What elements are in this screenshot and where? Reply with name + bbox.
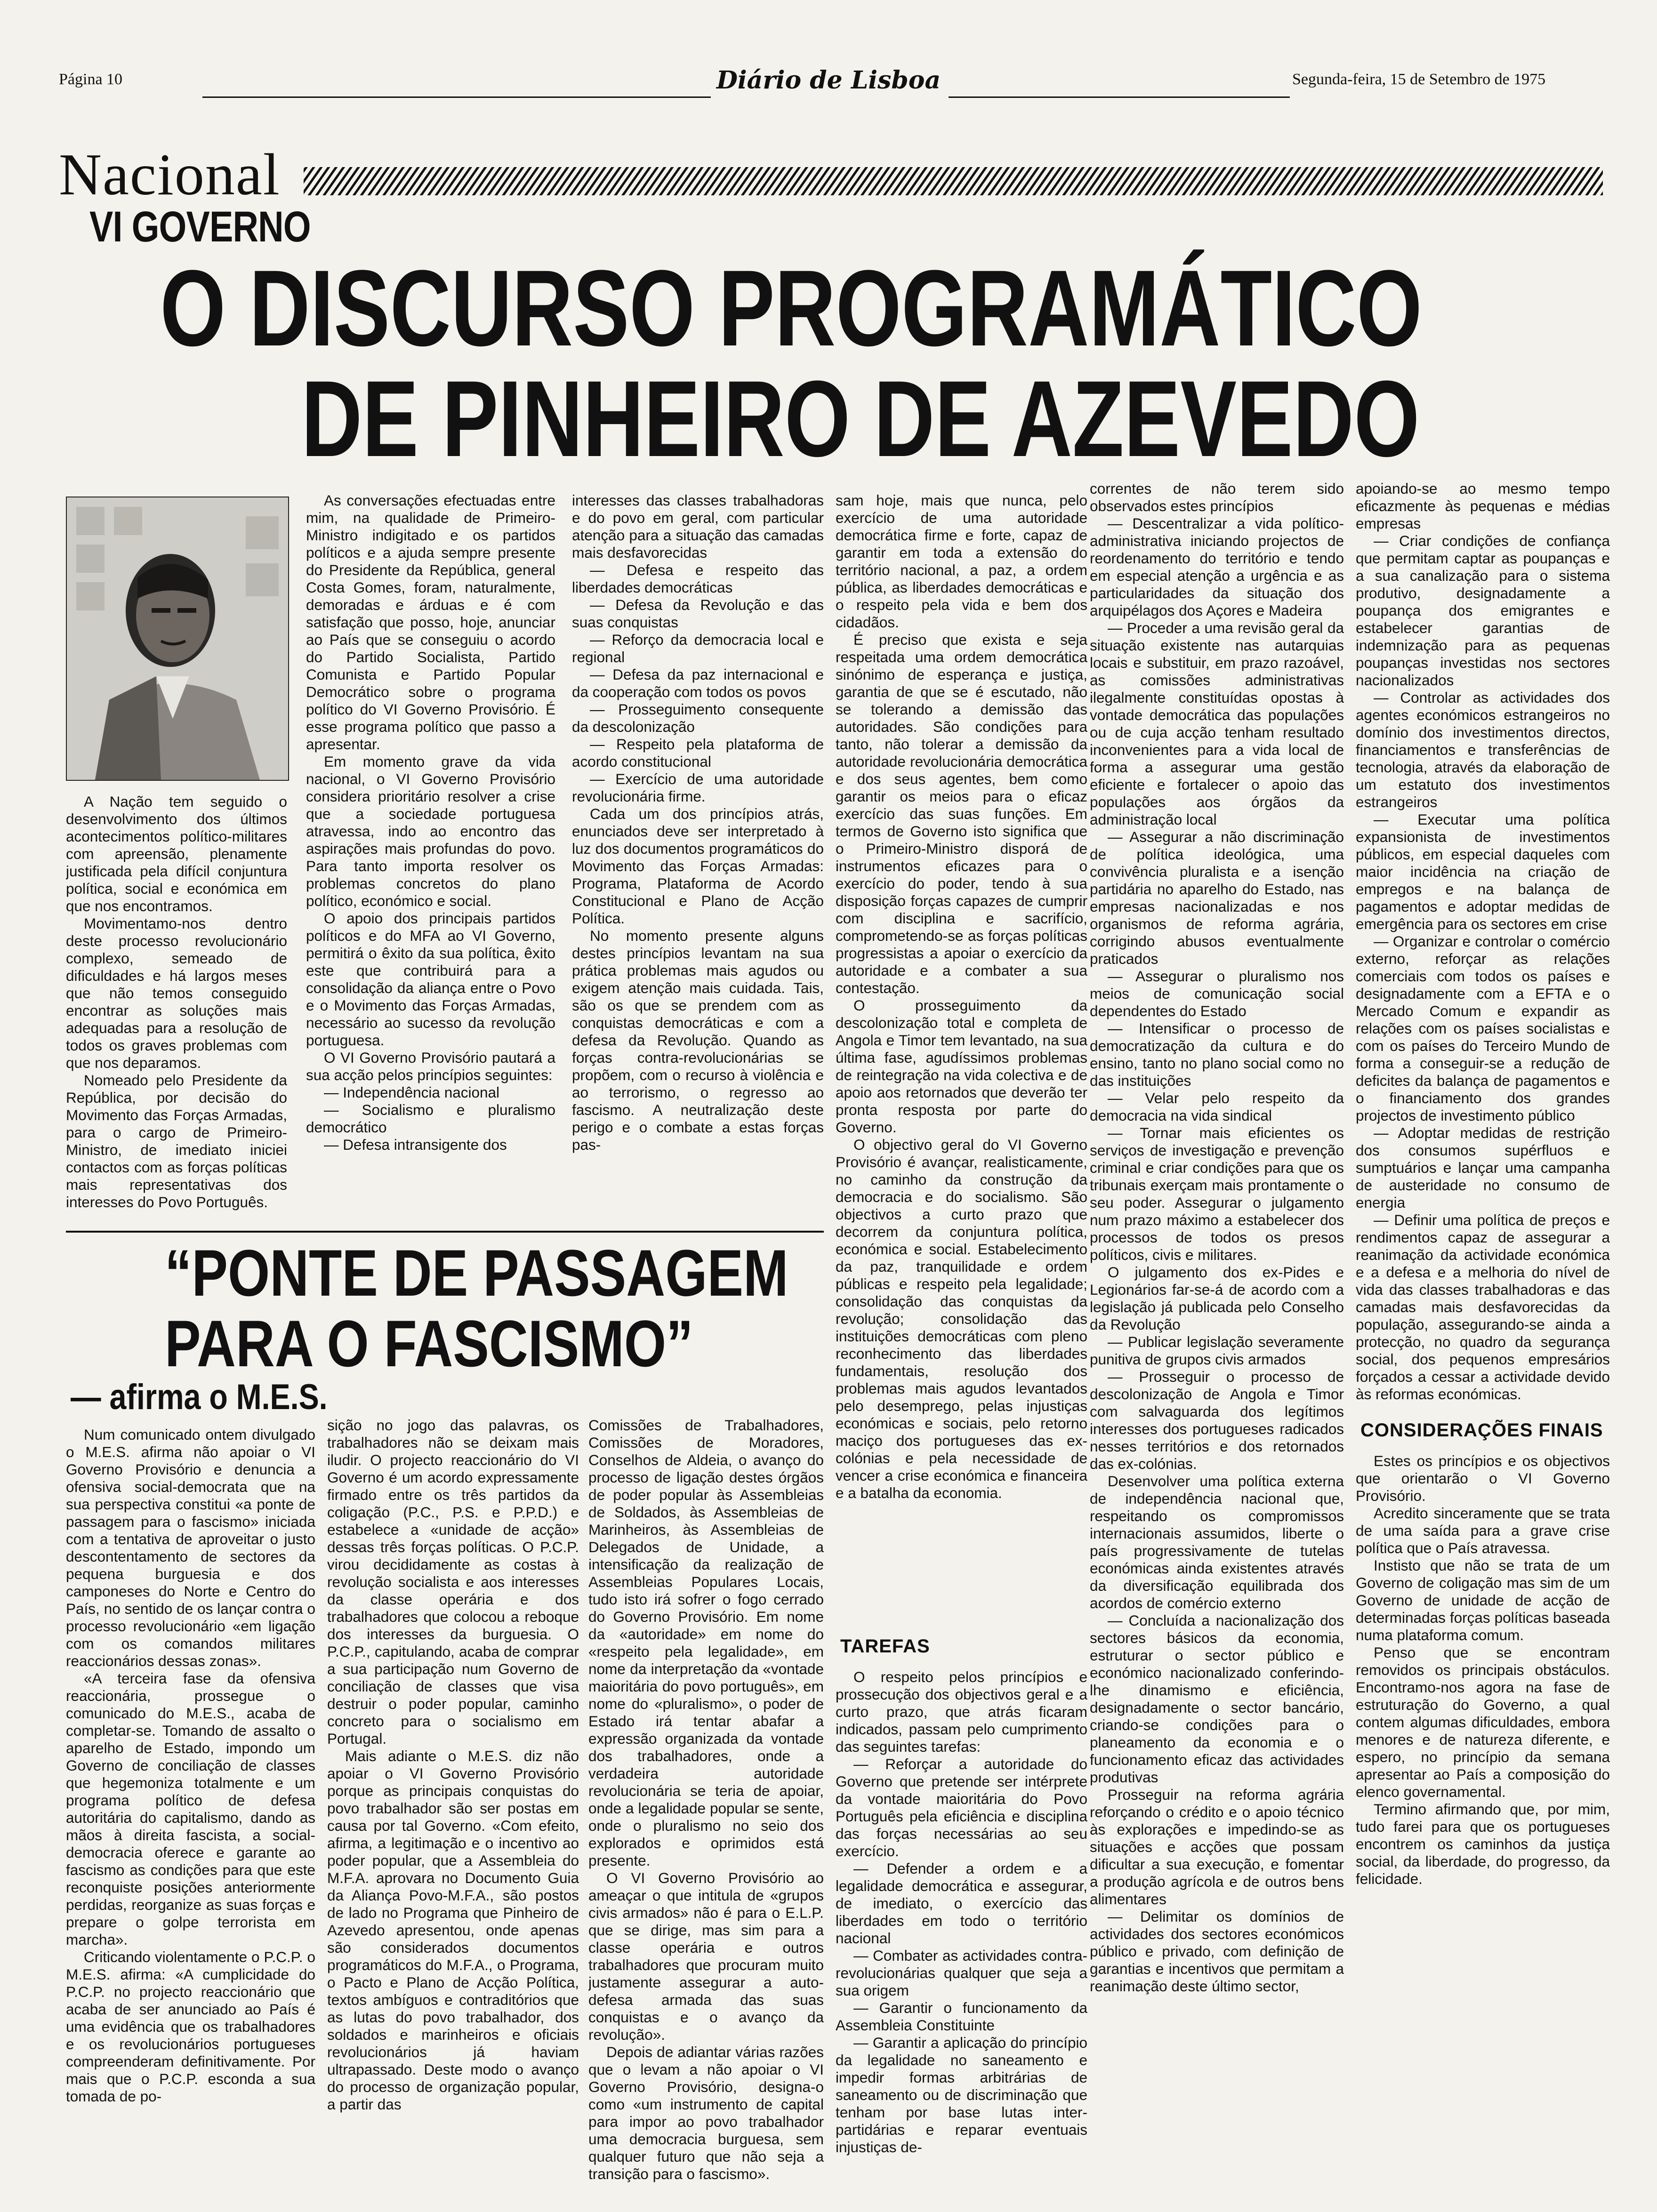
paragraph: As conversações efectuadas entre mim, na qualidade de Primeiro-Ministro indigitado e os partidos políticos e a ajuda sempre presente do Presidente da República, general Costa Gomes, foram, naturalmente, demoradas e árduas e é com satisfação que posso, hoje, anunciar ao País que se conseguiu o acordo do Partido Socialista, Partido Comunista e Partido Popular Democrático sobre o programa político do VI Governo Provisório. É esse programa político que passo a apresentar. [306,492,555,753]
header-rule-right [949,96,1290,98]
paragraph: No momento presente alguns destes princípios levantam na sua prática problemas mais agudos ou exigem atenção mais cuidada. Tais, são os que se prendem com as conquistas democráticas e com a defesa da Revolução. Quando as forças contra-revolucionárias se propõem, com o recurso à violência e ao terrorismo, o regresso ao fascismo. A neutralização deste perigo e o combate a estas forças pas- [572,927,824,1153]
article1-col3 [572,492,824,1221]
section-hatch-bar [304,167,1603,195]
portrait-image [67,497,288,780]
issue-date: Segunda-feira, 15 de Setembro de 1975 [1292,71,1546,88]
article2-col2 [327,1417,579,2198]
paragraph: sam hoje, mais que nunca, pelo exercício de uma autoridade democrática firme e forte, capaz de garantir em toda a extensão do território nacional, a paz, a ordem pública, as liberdades democráticas e o respeito pela vida e bem dos cidadãos. [836,492,1087,631]
paragraph: Criticando violentamente o P.C.P. o M.E.S. afirma: «A cumplicidade do P.C.P. no projecto reaccionário que acaba de ser anunciado ao País é uma evidência que os trabalhadores e os revolucionários portugueses compreenderam definitivamente. Por mais que o P.C.P. esconda a sua tomada de po- [66,1948,315,2105]
paragraph: sição no jogo das palavras, os trabalhadores não se deixam mais iludir. O projecto reaccionário do VI Governo é um acordo expressamente firmado entre os três partidos da coligação (P.C., P.S. e P.P.D.) e estabelece a «unidade de acção» dessas três forças políticas. O P.C.P. virou decididamente as costas à revolução socialista e aos interesses da classe operária e dos trabalhadores que colocou a reboque dos interesses da burguesia. O P.C.P., capitulando, acaba de comprar a sua participação num Governo de conciliação de classes que visa destruir o poder popular, caminho concreto para o socialismo em Portugal. [327,1417,579,1747]
paragraph: Nomeado pelo Presidente da República, por decisão do Movimento das Forças Armadas, para o cargo de Primeiro-Ministro, de imediato iniciei contactos com as forças políticas mais representativas dos interesses do Povo Português. [66,1072,287,1210]
list-item: — Organizar e controlar o comércio externo, reforçar as relações comerciais com todos os países e designadamente com a EFTA e o Mercado Comum e expandir as relações com os países socialistas e com os países do Terceiro Mundo de forma a conseguir-se a redução de deficites da balança de pagamentos e o financiamento dos grandes projectos de investimento público [1356,933,1610,1124]
list-item: — Prosseguir o processo de descolonização de Angola e Timor com salvaguarda dos legítimos interesses dos portugueses radicados nesses territórios e dos retornados das ex-colónias. [1090,1368,1344,1472]
article1-col6 [1356,480,1610,2198]
list-item: — Defesa intransigente dos [324,1136,507,1153]
article1-col4-tarefas [836,1619,1087,2198]
paragraph: Movimentamo-nos dentro deste processo revolucionário complexo, semeado de dificuldades e há largos meses que não temos conseguido encontrar as soluções mais adequadas para a resolução de todos os graves problemas com que nos deparamos. [66,915,287,1071]
list-item: — Criar condições de confiança que permitam captar as poupanças e a sua canalização para o sistema produtivo, designadamente a poupança dos emigrantes e estabelecer garantias de indemnização para as pequenas poupanças investidas nos sectores nacionalizados [1356,532,1610,689]
list-item: — Defender a ordem e a legalidade democrática e assegurar, de imediato, o exercício das liberdades em todo o território nacional [836,1860,1087,1947]
list-item: — Adoptar medidas de restrição dos consumos supérfluos e sumptuários e lançar uma campanha de austeridade no consumo de energia [1356,1124,1610,1211]
paragraph: Depois de adiantar várias razões que o levam a não apoiar o VI Governo Provisório, designa-o como «um instrumento de capital para impor ao povo trabalhador uma democracia burguesa, sem qualquer futuro que não seja a transição para o fascismo». [588,2044,824,2182]
paragraph: Estes os princípios e os objectivos que orientarão o VI Governo Provisório. [1356,1452,1610,1504]
masthead: Diário de Lisboa [716,66,941,95]
paragraph: Num comunicado ontem divulgado o M.E.S. afirma não apoiar o VI Governo Provisório e denuncia a ofensiva social-democrata que na sua perspectiva constitui «a ponte de passagem para o fascismo» iniciada com a tentativa de aproveitar o justo descontentamento de sectores da pequena burguesia e dos camponeses do Norte e Centro do País, no sentido de os lançar contra o processo revolucionário «em ligação com os comandos militares reaccionários dessas zonas». [66,1426,315,1669]
paragraph: Prosseguir na reforma agrária reforçando o crédito e o apoio técnico às explorações e impedindo-se as situações e acções que possam dificultar a sua execução, e fomentar a produção agrícola e de outros bens alimentares [1090,1786,1344,1907]
article1-col2 [306,492,555,1221]
paragraph: O VI Governo Provisório pautará a sua acção pelos princípios seguintes: [306,1049,555,1083]
paragraph: A Nação tem seguido o desenvolvimento dos últimos acontecimentos político-militares com apreensão, plenamente justificada pela difícil conjuntura política, social e económica em que nos encontramos. [66,793,287,914]
list-item: — Velar pelo respeito da democracia na vida sindical [1090,1090,1344,1124]
paragraph: Termino afirmando que, por mim, tudo farei para que os portugueses encontrem os caminhos da justiça social, da liberdade, do progresso, da felicidade. [1356,1801,1610,1887]
paragraph: O prosseguimento da descolonização total e completa de Angola e Timor tem levantado, na sua última fase, agudíssimos problemas de reintegração na vida colectiva e de apoio aos retornados que deverão ter pronta resposta por parte do Governo. [836,997,1087,1136]
main-headline-line1: O DISCURSO PROGRAMÁTICO [160,248,1423,369]
paragraph: Mais adiante o M.E.S. diz não apoiar o VI Governo Provisório porque as principais conquistas do povo trabalhador são ser postas em causa por tal Governo. «Com efeito, afirma, a legitimação e o incentivo ao poder popular, que a Assembleia do M.F.A. aprovara no Documento Guia da Aliança Povo-M.F.A., são postos de lado no Programa que Pinheiro de Azevedo apresentou, onde apenas são considerados documentos programáticos do M.F.A., o Programa, o Pacto e Plano de Acção Política, textos ambíguos e contraditórios que as lutas do povo trabalhador, dos soldados e marinheiros e oficiais revolucionários já haviam ultrapassado. Deste modo o avanço do processo de organização popular, a partir das [327,1747,579,2113]
article2-byline: — afirma o M.E.S. [71,1377,328,1417]
paragraph: interesses das classes trabalhadoras e do povo em geral, com particular atenção para a situação das camadas mais desfavorecidas [572,492,824,561]
paragraph: O apoio dos principais partidos políticos e do MFA ao VI Governo, permitirá o êxito da sua política, êxito este que contribuirá para a consolidação da aliança entre o Povo e o Movimento das Forças Armadas, necessário ao sucesso da revolução portuguesa. [306,910,555,1049]
consideracoes-heading: CONSIDERAÇÕES FINAIS [1360,1420,1603,1441]
article2-col3 [588,1417,824,2198]
list-item: — Assegurar o pluralismo nos meios de comunicação social dependentes do Estado [1090,968,1344,1019]
paragraph: É preciso que exista e seja respeitada uma ordem democrática sinónimo de esperança e justiça, garantia de que se é escutado, não se tolerando a demissão das autoridades. São condições para tanto, não tolerar a demissão da autoridade revolucionária democrática e dos seus agentes, bem como garantir os meios para o eficaz exercício das suas funções. Em termos de Governo isto significa que o Primeiro-Ministro disporá de instrumentos eficazes para o exercício do poder, tendo à sua disposição forças capazes de cumprir com disciplina e sacrifício, comprometendo-se as forças políticas progressistas a apoiar o exercício da autoridade e a combater a sua contestação. [836,631,1087,996]
list-item: — Publicar legislação severamente punitiva de grupos civis armados [1090,1333,1344,1368]
list-item: — Intensificar o processo de democratização da cultura e do ensino, tanto no plano social como no das instituições [1090,1020,1344,1089]
list-item: — Reforço da democracia local e regional [572,631,824,665]
paragraph: O VI Governo Provisório ao ameaçar o que intitula de «grupos civis armados» não é para o E.L.P. que se dirige, mas sim para a classe operária e outros trabalhadores que procuram muito justamente assegurar a auto-defesa armada das suas conquistas e o avanço da revolução». [588,1869,824,2043]
article2-top-rule [66,1231,824,1233]
main-headline-line2: DE PINHEIRO DE AZEVEDO [301,358,1420,479]
article2-headline-line1: “PONTE DE PASSAGEM [165,1236,788,1310]
list-item: — Independência nacional [324,1084,500,1101]
header-rule-left [202,96,711,98]
list-item: — Reforçar a autoridade do Governo que pretende ser intérprete da vontade maioritária do Povo Português pela eficiência e disciplina das forças necessárias ao seu exercício. [836,1755,1087,1859]
article1-col5 [1090,480,1344,2198]
paragraph: Penso que se encontram removidos os principais obstáculos. Encontramo-nos agora na fase de estruturação do Governo, a qual contem algumas dificuldades, embora menores e de natureza diferente, e espero, no princípio da semana apresentar ao País a composição do elenco governamental. [1356,1644,1610,1800]
list-item: — Garantir a aplicação do princípio da legalidade no saneamento e impedir formas arbitrárias de saneamento ou de discriminação que tenham por base lutas inter-partidárias e reparar eventuais injustiças de- [836,2034,1087,2156]
paragraph: O julgamento dos ex-Pides e Legionários far-se-á de acordo com a legislação já publicada pelo Conselho da Revolução [1090,1264,1344,1333]
list-item: — Delimitar os domínios de actividades dos sectores económicos público e privado, com definição de garantias e incentivos que permitam a reanimação deste último sector, [1090,1908,1344,1995]
list-item: — Prosseguimento consequente da descolonização [572,701,824,735]
list-item: — Definir uma política de preços e rendimentos capaz de assegurar a reanimação da actividade económica e a defesa e a melhoria do nível de vida das classes trabalhadoras e das camadas mais desfavorecidas da população, assegurando-se ainda a protecção, no quadro da segurança social, dos pequenos empresários forçados a cessar a actividade devido às reformas económicas. [1356,1211,1610,1403]
article1-col4-upper [836,492,1087,1539]
article1-col1 [66,793,287,1221]
list-item: — Proceder a uma revisão geral da situação existente nas autarquias locais e substituir, em prazo razoável, as comissões administrativas ilegalmente constituídas opostas à vontade democrática das populações ou de cuja acção tenham resultado inconvenientes para a vida local de forma a assegurar uma gestão eficiente e fortalecer o apoio das populações aos órgãos da administração local [1090,619,1344,828]
tarefas-heading: TAREFAS [840,1636,930,1657]
list-item: — Concluída a nacionalização dos sectores básicos da economia, estruturar o sector público e económico nacionalizado conferindo-lhe dinamismo e eficiência, designadamente o sector bancário, criando-se condições para o planeamento da economia e o funcionamento eficaz das actividades produtivas [1090,1612,1344,1786]
article2-col1 [66,1426,315,2198]
list-item: — Combater as actividades contra-revolucionárias qualquer que seja a sua origem [836,1947,1087,1999]
paragraph: Instisto que não se trata de um Governo de coligação mas sim de um Governo de unidade de acção de determinadas forças políticas baseada numa plataforma comum. [1356,1557,1610,1643]
paragraph: «A terceira fase da ofensiva reaccionária, prossegue o comunicado do M.E.S., acaba de completar-se. Tomando de assalto o aparelho de Estado, impondo um Governo de conciliação de classes que hegemoniza totalmente e um programa político de defesa autoritária do capitalismo, dando as mãos à direita fascista, a social-democracia oferece e garante ao fascismo as condições para que este reconquiste posições anteriormente perdidas, reorganize as suas forças e prepare o golpe terrorista em marcha». [66,1670,315,1948]
list-item: — Garantir o funcionamento da Assembleia Constituinte [836,1999,1087,2034]
portrait-photo [66,497,289,781]
list-item: — Controlar as actividades dos agentes económicos estrangeiros no domínio dos investimentos directos, financiamentos e transferências de tecnologia, através da elaboração de um estatuto dos investimentos estrangeiros [1356,689,1610,810]
paragraph: correntes de não terem sido observados estes princípios [1090,480,1344,514]
paragraph: O objectivo geral do VI Governo Provisório é avançar, realisticamente, no caminho da construção da democracia e do socialismo. São objectivos a curto prazo que decorrem da conjuntura política, económica e social. Estabelecimento da paz, tranquilidade e ordem públicas e respeito pela legalidade; consolidação das conquistas da revolução; consolidação das instituições democráticas com pleno reconhecimento das liberdades fundamentais, resolução dos problemas mais agudos levantados pelo desemprego, pelas injustiças económicas e sociais, pelo retorno maciço dos portugueses das ex-colónias e pela necessidade de vencer a crise económica e financeira e a batalha da economia. [836,1136,1087,1501]
list-item: — Tornar mais eficientes os serviços de investigação e prevenção criminal e criar condições para que os tribunais exerçam mais prontamente o seu poder. Assegurar o julgamento num prazo máximo a estabelecer dos processos de todos os presos políticos, civis e militares. [1090,1124,1344,1263]
list-item: — Defesa da paz internacional e da cooperação com todos os povos [572,666,824,700]
paragraph: apoiando-se ao mesmo tempo eficazmente às pequenas e médias empresas [1356,480,1610,532]
paragraph: Em momento grave da vida nacional, o VI Governo Provisório considera prioritário resolver a crise que a sociedade portuguesa atravessa, indo ao encontro das aspirações mais profundas do povo. Para tanto importa resolver os problemas concretos do plano político, económico e social. [306,753,555,909]
page-number: Página 10 [59,71,123,88]
list-item: — Descentralizar a vida político-administrativa iniciando projectos de reordenamento do território e tendo em especial atenção a urgência e as particularidades da situação dos arquipélagos dos Açores e Madeira [1090,515,1344,619]
list-item: — Defesa da Revolução e das suas conquistas [572,596,824,631]
kicker: VI GOVERNO [89,203,311,251]
list-item: — Defesa e respeito das liberdades democráticas [572,561,824,596]
paragraph: Cada um dos princípios atrás, enunciados deve ser interpretado à luz dos documentos programáticos do Movimento das Forças Armadas: Programa, Plataforma de Acordo Constitucional e Plano de Acção Política. [572,805,824,927]
paragraph: Acredito sinceramente que se trata de uma saída para a grave crise política que o País atravessa. [1356,1505,1610,1556]
list-item: — Assegurar a não discriminação de política ideológica, uma convivência pluralista e a isenção partidária no aparelho do Estado, nas empresas nacionalizadas e nos organismos de reforma agrária, corrigindo abusos eventualmente praticados [1090,828,1344,967]
list-item: — Executar uma política expansionista de investimentos públicos, em especial daqueles com maior incidência na criação de empregos e na balança de pagamentos e adoptar medidas de emergência para os sectores em crise [1356,811,1610,932]
article2-headline-line2: PARA O FASCISMO” [165,1306,693,1380]
paragraph: Comissões de Trabalhadores, Comissões de Moradores, Conselhos de Aldeia, o avanço do processo de ligação destes órgãos de poder popular às Assembleias de Soldados, às Assembleias de Marinheiros, às Assembleias de Delegados de Unidade, a intensificação da realização de Assembleias Populares Locais, tudo isto irá sofrer o fogo cerrado do Governo Provisório. Em nome da «autoridade» em nome do «respeito pela legalidade», em nome da interpretação da «vontade maioritária do povo português», em nome do «pluralismo», o poder de Estado irá tentar abafar a expressão organizada da vontade dos trabalhadores, onde a verdadeira autoridade revolucionária se teria de apoiar, onde a legalidade popular se sente, onde o pluralismo no seio dos explorados e oprimidos está presente. [588,1417,824,1869]
list-item: — Exercício de uma autoridade revolucionária firme. [572,770,824,805]
list-item: — Socialismo e pluralismo democrático [306,1101,555,1136]
list-item: — Respeito pela plataforma de acordo constitucional [572,736,824,770]
section-title: Nacional [59,142,281,208]
paragraph: Desenvolver uma política externa de independência nacional que, respeitando os compromissos internacionais assumidos, liberte o país progressivamente de tutelas económicas ainda existentes através da diversificação equilibrada dos acordos de comércio externo [1090,1473,1344,1611]
paragraph: O respeito pelos princípios e prossecução dos objectivos geral e a curto prazo, que atrás ficaram indicados, passam pelo cumprimento das seguintes tarefas: [836,1668,1087,1755]
